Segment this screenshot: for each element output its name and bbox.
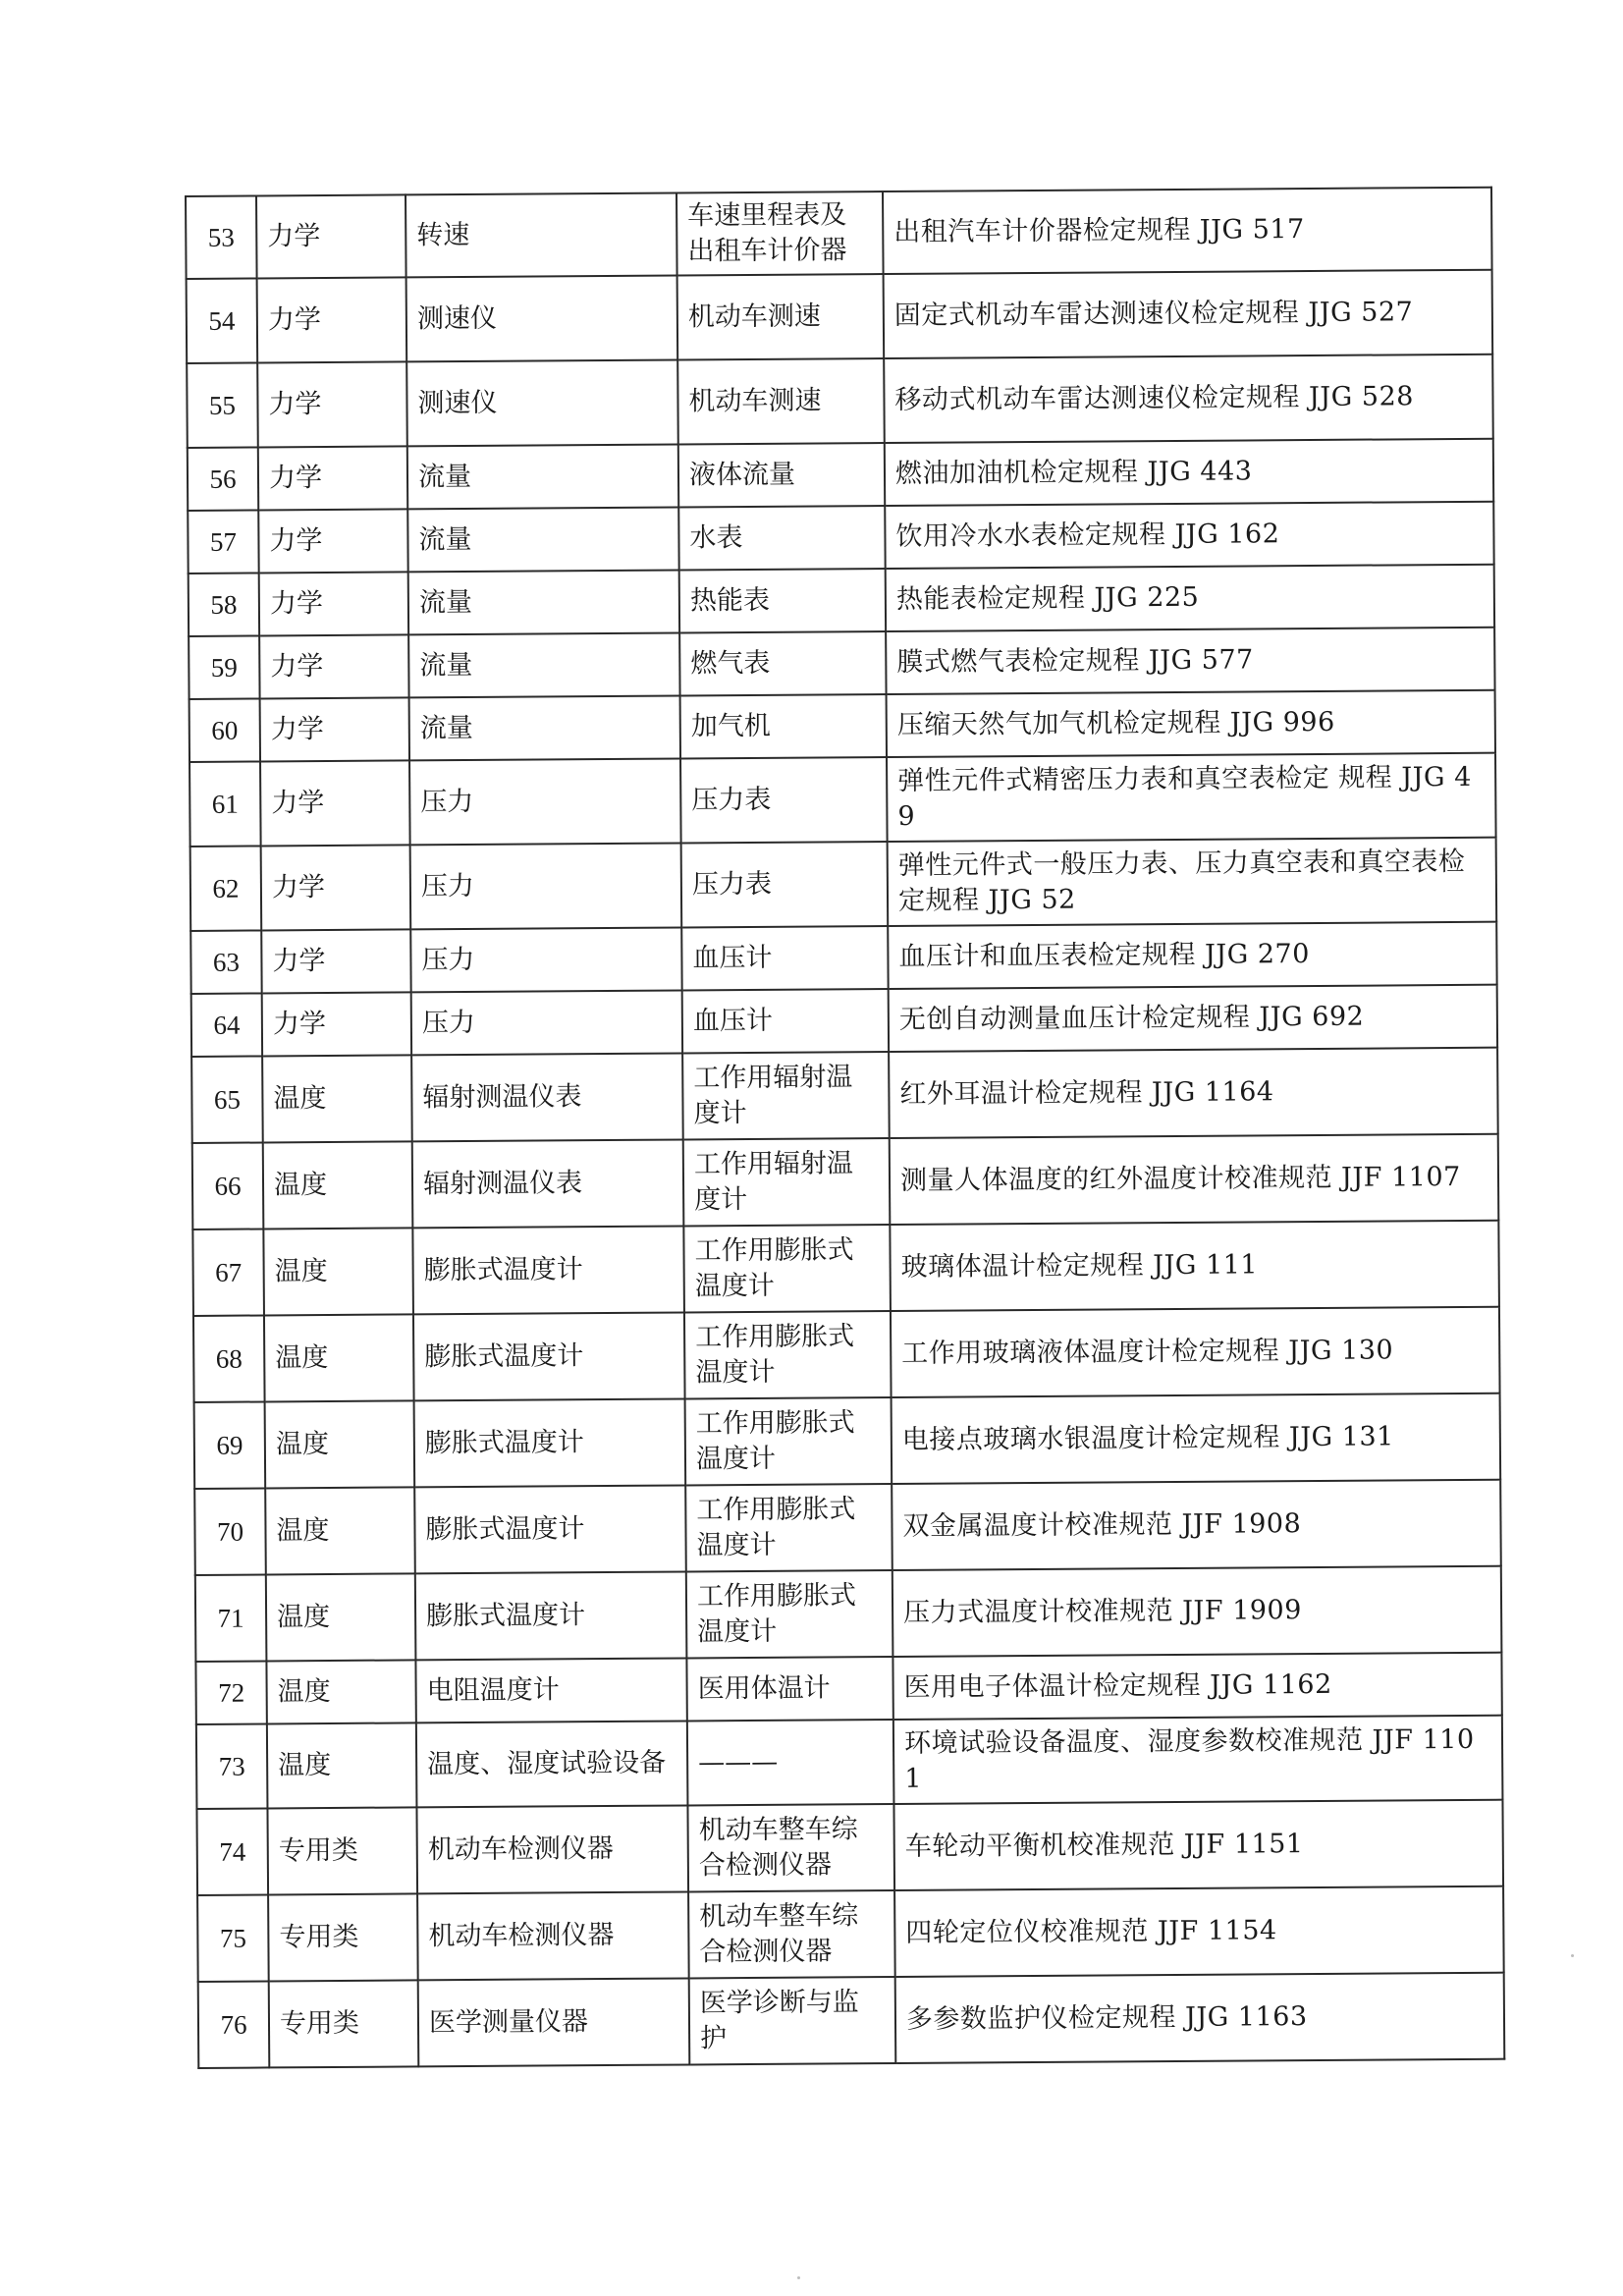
object-cell: 水表 xyxy=(678,506,885,570)
item-cell: 膨胀式温度计 xyxy=(413,1312,685,1400)
table-body xyxy=(186,188,1504,2068)
category-cell: 专用类 xyxy=(268,1893,418,1981)
item-cell: 测速仪 xyxy=(406,359,678,446)
item-cell: 膨胀式温度计 xyxy=(415,1571,687,1660)
standard-cell: 电接点玻璃水银温度计检定规程 JJG 131 xyxy=(892,1394,1501,1484)
category-cell: 力学 xyxy=(257,277,407,362)
object-cell: 压力表 xyxy=(680,757,888,843)
standard-cell: 热能表检定规程 JJG 225 xyxy=(886,565,1494,631)
item-cell: 压力 xyxy=(410,843,682,929)
category-cell: 力学 xyxy=(262,992,411,1056)
object-cell: 医用体温计 xyxy=(686,1657,893,1721)
standard-cell: 移动式机动车雷达测速仪检定规程 JJG 528 xyxy=(884,355,1493,443)
table-row xyxy=(191,1048,1498,1143)
table-row xyxy=(194,1394,1501,1489)
row-number-cell: 61 xyxy=(189,761,261,847)
table-row xyxy=(191,985,1497,1057)
category-cell: 温度 xyxy=(263,1228,413,1315)
table-row xyxy=(187,270,1493,363)
object-cell: 工作用膨胀式温度计 xyxy=(685,1397,893,1485)
object-cell: 车速里程表及出租车计价器 xyxy=(676,191,884,275)
item-cell: 流量 xyxy=(408,570,679,634)
object-cell: 燃气表 xyxy=(679,631,886,695)
object-cell: 机动车整车综合检测仪器 xyxy=(687,1804,894,1891)
standard-cell: 四轮定位仪校准规范 JJF 1154 xyxy=(894,1886,1504,1977)
item-cell: 膨胀式温度计 xyxy=(414,1485,686,1573)
table-row xyxy=(188,502,1493,574)
standard-cell: 医用电子体温计检定规程 JJG 1162 xyxy=(893,1653,1501,1720)
row-number-cell: 62 xyxy=(190,846,262,931)
item-cell: 压力 xyxy=(411,990,682,1055)
table-row xyxy=(192,1221,1499,1316)
category-cell: 温度 xyxy=(265,1400,415,1488)
category-cell: 温度 xyxy=(267,1722,417,1808)
row-number-cell: 63 xyxy=(190,930,261,994)
item-cell: 膨胀式温度计 xyxy=(414,1398,686,1487)
table-row xyxy=(189,690,1495,762)
item-cell: 温度、湿度试验设备 xyxy=(416,1721,688,1807)
item-cell: 医学测量仪器 xyxy=(418,1978,690,2066)
row-number-cell: 76 xyxy=(198,1981,270,2068)
item-cell: 电阻温度计 xyxy=(415,1658,686,1722)
standard-cell: 车轮动平衡机校准规范 JJF 1151 xyxy=(893,1800,1503,1890)
standard-cell: 红外耳温计检定规程 JJG 1164 xyxy=(889,1048,1498,1138)
category-cell: 温度 xyxy=(262,1055,412,1142)
row-number-cell: 69 xyxy=(194,1401,266,1489)
category-cell: 力学 xyxy=(259,572,408,635)
table-row xyxy=(189,753,1496,847)
row-number-cell: 75 xyxy=(197,1894,269,1982)
table-row xyxy=(195,1566,1502,1662)
object-cell: 血压计 xyxy=(682,989,889,1053)
category-cell: 温度 xyxy=(263,1141,413,1229)
category-cell: 力学 xyxy=(258,446,407,510)
table-row xyxy=(194,1480,1501,1575)
item-cell: 流量 xyxy=(407,444,678,509)
table-row xyxy=(197,1886,1504,1982)
table-row xyxy=(188,439,1493,511)
category-cell: 温度 xyxy=(266,1573,416,1661)
table-row xyxy=(190,922,1496,994)
row-number-cell: 53 xyxy=(186,195,257,279)
category-cell: 力学 xyxy=(261,929,410,993)
table-row xyxy=(196,1716,1503,1809)
row-number-cell: 65 xyxy=(191,1056,263,1143)
object-cell: 机动车测速 xyxy=(677,274,885,359)
standard-cell: 血压计和血压表检定规程 JJG 270 xyxy=(888,922,1496,989)
standard-cell: 玻璃体温计检定规程 JJG 111 xyxy=(890,1221,1499,1311)
row-number-cell: 60 xyxy=(189,698,260,762)
table-row xyxy=(193,1307,1500,1402)
category-cell: 力学 xyxy=(260,697,409,761)
row-number-cell: 64 xyxy=(191,993,262,1057)
category-cell: 力学 xyxy=(256,194,406,278)
category-cell: 专用类 xyxy=(267,1807,417,1894)
category-cell: 温度 xyxy=(264,1314,414,1401)
scan-speck xyxy=(1571,1954,1574,1957)
item-cell: 膨胀式温度计 xyxy=(412,1226,684,1314)
row-number-cell: 55 xyxy=(187,362,258,448)
category-cell: 专用类 xyxy=(269,1980,419,2067)
row-number-cell: 71 xyxy=(195,1574,267,1662)
table-row xyxy=(198,1973,1505,2068)
row-number-cell: 72 xyxy=(195,1661,266,1724)
item-cell: 流量 xyxy=(408,632,679,697)
object-cell: 工作用膨胀式温度计 xyxy=(684,1311,892,1398)
row-number-cell: 66 xyxy=(192,1142,264,1230)
object-cell: 工作用辐射温度计 xyxy=(682,1052,890,1139)
row-number-cell: 73 xyxy=(196,1723,268,1809)
standard-cell: 压力式温度计校准规范 JJF 1909 xyxy=(893,1566,1502,1657)
object-cell: 机动车测速 xyxy=(677,358,885,444)
standard-cell: 弹性元件式精密压力表和真空表检定 规程 JJG 49 xyxy=(887,753,1496,842)
category-cell: 温度 xyxy=(266,1660,415,1723)
table-row xyxy=(190,838,1497,931)
row-number-cell: 68 xyxy=(193,1315,265,1402)
standard-cell: 无创自动测量血压计检定规程 JJG 692 xyxy=(889,985,1497,1052)
category-cell: 力学 xyxy=(258,509,407,573)
category-cell: 力学 xyxy=(260,760,410,846)
table-row xyxy=(195,1653,1501,1724)
table-row xyxy=(192,1134,1499,1230)
table-row xyxy=(186,188,1492,279)
object-cell: 工作用膨胀式温度计 xyxy=(686,1570,893,1658)
standard-cell: 出租汽车计价器检定规程 JJG 517 xyxy=(883,188,1492,274)
scan-speck xyxy=(797,2276,800,2279)
standard-cell: 饮用冷水水表检定规程 JJG 162 xyxy=(885,502,1493,569)
row-number-cell: 57 xyxy=(188,510,258,574)
item-cell: 机动车检测仪器 xyxy=(416,1805,688,1893)
object-cell: 液体流量 xyxy=(678,443,885,507)
metrology-standards-table xyxy=(185,187,1505,2069)
object-cell: 血压计 xyxy=(681,926,888,990)
table-row xyxy=(189,565,1494,636)
object-cell: 机动车整车综合检测仪器 xyxy=(688,1890,895,1978)
row-number-cell: 74 xyxy=(196,1808,268,1895)
item-cell: 压力 xyxy=(409,758,681,845)
table-row xyxy=(187,355,1493,448)
row-number-cell: 67 xyxy=(192,1229,264,1316)
row-number-cell: 70 xyxy=(194,1488,266,1575)
object-cell: 加气机 xyxy=(680,694,887,758)
category-cell: 力学 xyxy=(257,361,407,447)
object-cell: 医学诊断与监护 xyxy=(689,1977,896,2064)
item-cell: 测速仪 xyxy=(406,276,678,362)
object-cell: 热能表 xyxy=(679,569,886,632)
table-row xyxy=(189,628,1494,699)
item-cell: 流量 xyxy=(409,695,680,760)
object-cell: 工作用膨胀式温度计 xyxy=(685,1484,893,1571)
standard-cell: 压缩天然气加气机检定规程 JJG 996 xyxy=(887,690,1495,757)
category-cell: 力学 xyxy=(261,845,411,930)
standard-cell: 燃油加油机检定规程 JJG 443 xyxy=(885,439,1493,506)
standard-cell: 双金属温度计校准规范 JJF 1908 xyxy=(892,1480,1501,1570)
row-number-cell: 56 xyxy=(188,447,258,511)
item-cell: 机动车检测仪器 xyxy=(417,1891,689,1980)
standard-cell: 多参数监护仪检定规程 JJG 1163 xyxy=(895,1973,1505,2063)
standard-cell: 弹性元件式一般压力表、压力真空表和真空表检定规程 JJG 52 xyxy=(888,838,1497,926)
object-cell: 压力表 xyxy=(681,842,889,927)
row-number-cell: 59 xyxy=(189,635,259,699)
standard-cell: 膜式燃气表检定规程 JJG 577 xyxy=(886,628,1494,694)
item-cell: 辐射测温仪表 xyxy=(412,1139,684,1228)
row-number-cell: 54 xyxy=(187,278,258,363)
item-cell: 压力 xyxy=(410,927,681,992)
standard-cell: 环境试验设备温度、湿度参数校准规范 JJF 1101 xyxy=(893,1716,1503,1804)
table-row xyxy=(196,1800,1503,1895)
row-number-cell: 58 xyxy=(189,573,259,636)
object-cell: ——— xyxy=(687,1720,894,1805)
standard-cell: 测量人体温度的红外温度计校准规范 JJF 1107 xyxy=(890,1134,1499,1225)
object-cell: 工作用辐射温度计 xyxy=(683,1138,891,1226)
category-cell: 力学 xyxy=(259,634,408,698)
category-cell: 温度 xyxy=(265,1487,415,1574)
object-cell: 工作用膨胀式温度计 xyxy=(683,1225,891,1312)
standard-cell: 工作用玻璃液体温度计检定规程 JJG 130 xyxy=(891,1307,1500,1397)
standard-cell: 固定式机动车雷达测速仪检定规程 JJG 527 xyxy=(884,270,1493,358)
item-cell: 流量 xyxy=(407,507,678,572)
item-cell: 转速 xyxy=(406,193,677,278)
item-cell: 辐射测温仪表 xyxy=(411,1053,683,1141)
